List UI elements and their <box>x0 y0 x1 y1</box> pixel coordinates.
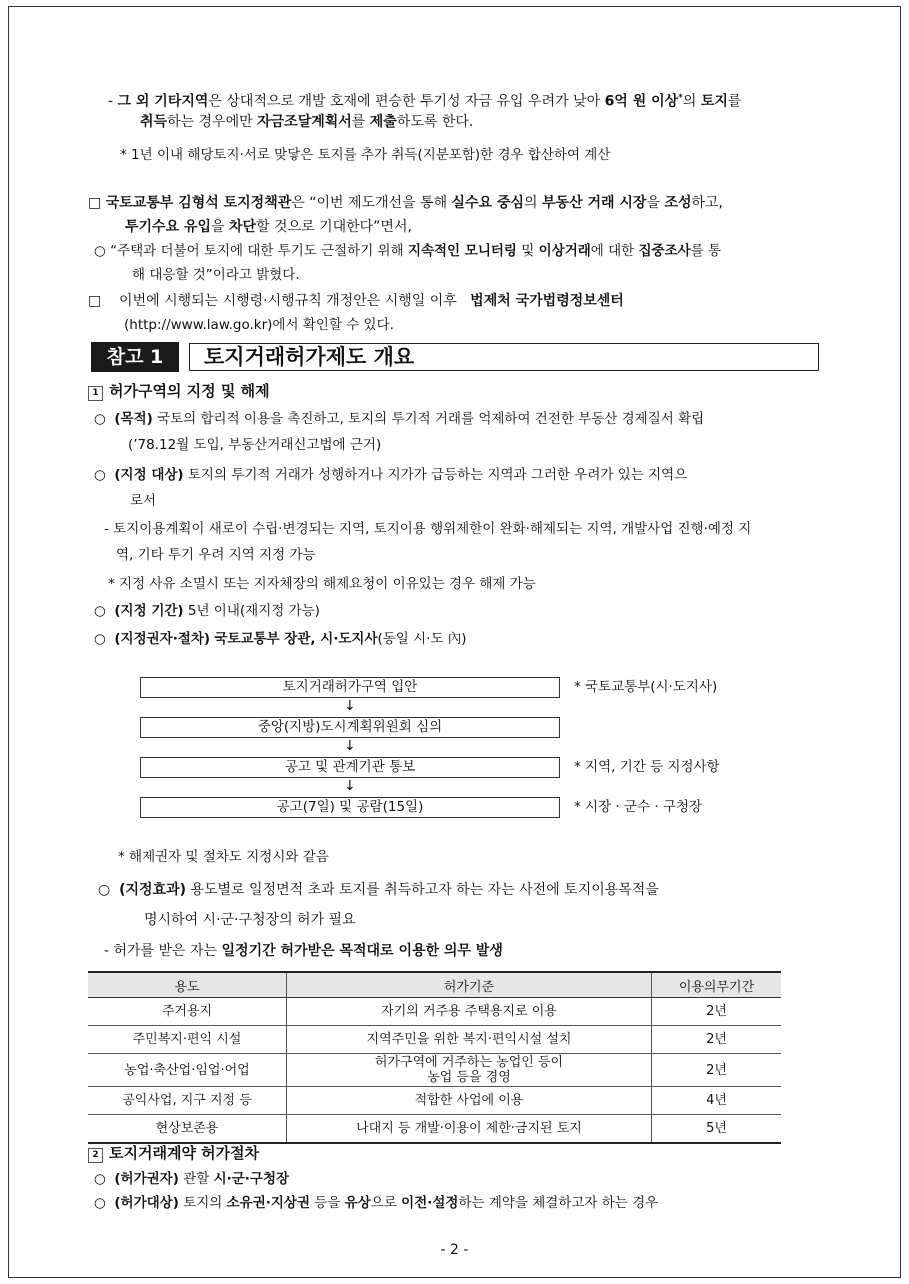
section-title: 토지거래허가제도 개요 <box>189 343 819 371</box>
table-row <box>88 1026 781 1054</box>
table-header-row <box>88 972 781 998</box>
flow-step-1: 토지거래허가구역 입안 <box>140 677 560 698</box>
cell-period: 2년 <box>652 1054 782 1087</box>
effect-line-1: ○ (지정효과) 용도별로 일정면적 초과 토지를 취득하고자 하는 자는 사전에 토지이용목적을 <box>98 882 659 898</box>
target-line-2: 로서 <box>130 493 157 509</box>
part1-number-box: 1 <box>88 386 103 401</box>
effect-line-2: 명시하여 시·군·구청장의 허가 필요 <box>144 912 356 928</box>
purpose-line-2: (’78.12월 도입, 부동산거래신고법에 근거) <box>128 437 382 453</box>
cell-use: 공익사업, 지구 지정 등 <box>88 1087 287 1115</box>
duty-line: - 허가를 받은 자는 일정기간 허가받은 목적대로 이용한 의무 발생 <box>104 943 503 959</box>
quote-line-2: 투기수요 유입을 차단할 것으로 기대한다”면서, <box>125 219 412 235</box>
flow-step-4: 공고(7일) 및 공람(15일) <box>140 797 560 818</box>
target-note: * 지정 사유 소멸시 또는 지자체장의 해제요청이 이유있는 경우 해제 가능 <box>108 576 536 592</box>
flow-note-1: * 국토교통부(시·도지사) <box>574 679 718 695</box>
cell-criteria: 허가구역에 거주하는 농업인 등이 농업 등을 경영 <box>287 1054 652 1087</box>
authority-line: ○ (지정권자·절차) 국토교통부 장관, 시·도지사(동일 시·도 內) <box>94 631 467 647</box>
cell-use: 현상보존용 <box>88 1115 287 1144</box>
flow-step-3: 공고 및 관계기관 통보 <box>140 757 560 778</box>
usage-table <box>88 971 781 1144</box>
quote-line-1: □ 국토교통부 김형석 토지정책관은 “이번 제도개선을 통해 실수요 중심의 부동산 거래 시장을 조성하고, <box>88 195 723 211</box>
header-criteria: 허가기준 <box>287 972 652 998</box>
flow-arrow-3: ↓ <box>344 778 356 794</box>
cell-use: 농업·축산업·임업·어업 <box>88 1054 287 1087</box>
cell-use: 주민복지·편익 시설 <box>88 1026 287 1054</box>
table-row <box>88 998 781 1026</box>
cell-criteria: 적합한 사업에 이용 <box>287 1087 652 1115</box>
cell-use: 주거용지 <box>88 998 287 1026</box>
header-period: 이용의무기간 <box>652 972 782 998</box>
part2-number-box: 2 <box>88 1148 103 1163</box>
table-row <box>88 1087 781 1115</box>
purpose-line-1: ○ (목적) 국토의 합리적 이용을 촉진하고, 토지의 투기적 거래를 억제하여 건전한 부동산 경제질서 확립 <box>94 411 705 427</box>
intro-line-1: - 그 외 기타지역은 상대적으로 개발 호재에 편승한 투기성 자금 유입 우려가 낮아 6억 원 이상*의 토지를 <box>108 93 742 110</box>
cell-period: 5년 <box>652 1115 782 1144</box>
intro-footnote: * 1년 이내 해당토지·서로 맞닿은 토지를 추가 취득(지분포함)한 경우 합산하여 계산 <box>120 147 611 163</box>
grantor-line: ○ (허가권자) 관할 시·군·구청장 <box>94 1171 290 1187</box>
part2-heading: 2 토지거래계약 허가절차 <box>88 1143 259 1163</box>
quote-line-6: (http://www.law.go.kr)에서 확인할 수 있다. <box>124 317 394 333</box>
flow-arrow-2: ↓ <box>344 738 356 754</box>
page-number: - 2 - <box>440 1242 469 1258</box>
flow-step-2: 중앙(지방)도시계획위원회 심의 <box>140 717 560 738</box>
intro-line-2: 취득하는 경우에만 자금조달계획서를 제출하도록 한다. <box>140 114 474 130</box>
table-row <box>88 1115 781 1144</box>
quote-line-4: 해 대응할 것”이라고 밝혔다. <box>132 267 300 283</box>
cell-period: 2년 <box>652 1026 782 1054</box>
table-row <box>88 1054 781 1087</box>
flow-arrow-1: ↓ <box>344 698 356 714</box>
target-sub-1: - 토지이용계획이 새로이 수립·변경되는 지역, 토지이용 행위제한이 완화·해제되는 지역, 개발사업 진행·예정 지 <box>104 521 752 537</box>
release-note: * 해제권자 및 절차도 지정시와 같음 <box>118 849 329 865</box>
quote-line-5: □ 이번에 시행되는 시행령·시행규칙 개정안은 시행일 이후 법제처 국가법령정보센터 <box>88 293 624 309</box>
part1-heading: 1 허가구역의 지정 및 해제 <box>88 381 270 401</box>
cell-period: 4년 <box>652 1087 782 1115</box>
cell-period: 2년 <box>652 998 782 1026</box>
quote-line-3: ○ “주택과 더불어 토지에 대한 투기도 근절하기 위해 지속적인 모니터링 및 이상거래에 대한 집중조사를 통 <box>94 243 722 259</box>
cell-criteria: 지역주민을 위한 복지·편익시설 설치 <box>287 1026 652 1054</box>
header-use: 용도 <box>88 972 287 998</box>
flow-note-4: * 시장 · 군수 · 구청장 <box>574 799 703 815</box>
cell-criteria: 자기의 거주용 주택용지로 이용 <box>287 998 652 1026</box>
cell-criteria: 나대지 등 개발·이용이 제한·금지된 토지 <box>287 1115 652 1144</box>
section-badge: 참고 1 <box>91 342 179 372</box>
target-line-1: ○ (지정 대상) 토지의 투기적 거래가 성행하거나 지가가 급등하는 지역과 그러한 우려가 있는 지역으 <box>94 467 688 483</box>
flow-note-3: * 지역, 기간 등 지정사항 <box>574 759 720 775</box>
period-line: ○ (지정 기간) 5년 이내(재지정 가능) <box>94 603 320 619</box>
subject-line: ○ (허가대상) 토지의 소유권·지상권 등을 유상으로 이전·설정하는 계약을 체결하고자 하는 경우 <box>94 1195 659 1211</box>
target-sub-2: 역, 기타 투기 우려 지역 지정 가능 <box>116 547 316 563</box>
